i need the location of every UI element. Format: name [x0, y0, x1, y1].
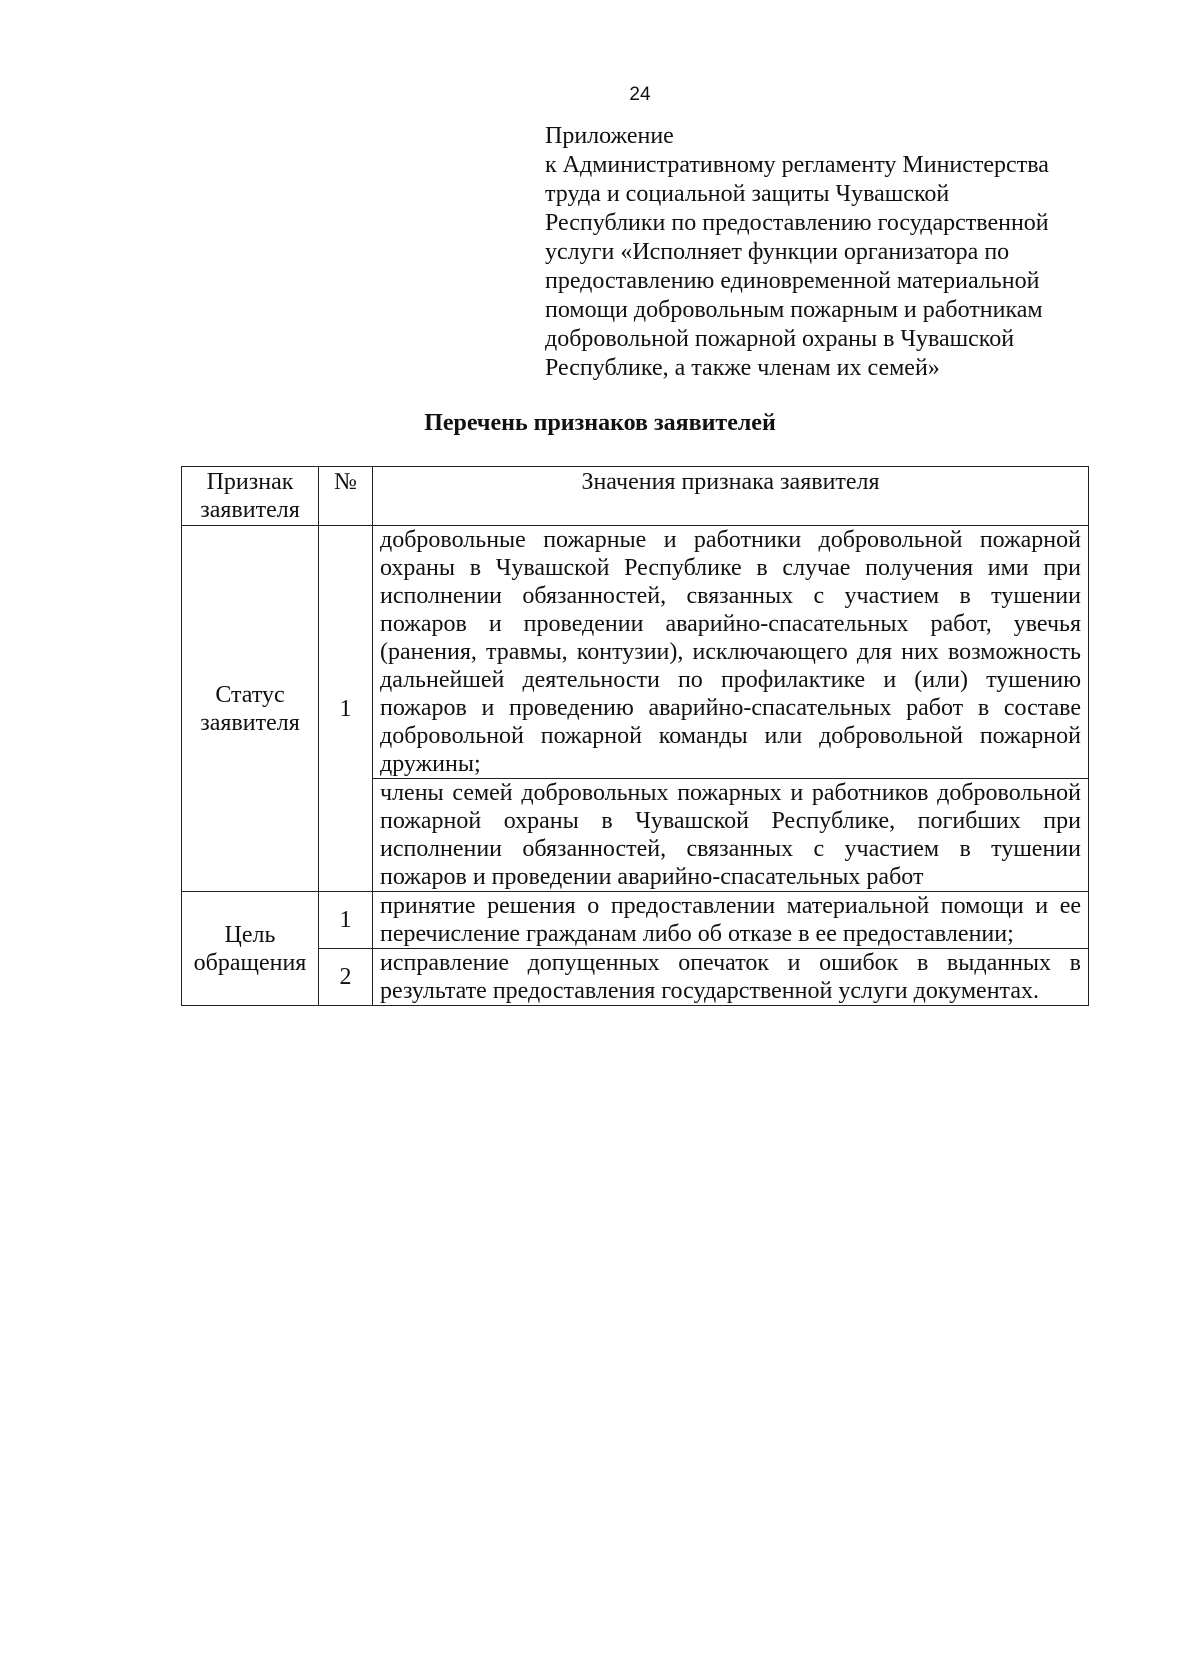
- appendix-line: к Административному регламенту Министерства: [545, 152, 1049, 178]
- table-header-row: [182, 467, 1089, 526]
- status-value-cell: добровольные пожарные и работники добровольной пожарной охраны в Чувашской Республике в случае получения ими при исполнении обязанностей, связанных с участием в тушении пожаров и проведении аварийно-спасательных работ, увечья (ранения, травмы, контузии), исключающего для них возможность дальнейшей деятельности по профилактике и (или) тушению пожаров и проведению аварийно-спасательных работ в составе добровольной пожарной команды или добровольной пожарной дружины;: [373, 526, 1089, 779]
- header-sign: Признак заявителя: [182, 467, 319, 526]
- purpose-number-cell: 1: [319, 892, 373, 949]
- appendix-line: Республике, а также членам их семей»: [545, 355, 940, 381]
- header-number: №: [319, 467, 373, 526]
- status-sign-cell: Статус заявителя: [182, 526, 319, 892]
- appendix-line: Приложение: [545, 123, 674, 149]
- table-row: [182, 949, 1089, 1006]
- purpose-number-cell: 2: [319, 949, 373, 1006]
- page-number: 24: [629, 84, 651, 105]
- purpose-value-cell: принятие решения о предоставлении материальной помощи и ее перечисление гражданам либо об отказе в ее предоставлении;: [373, 892, 1089, 949]
- appendix-line: услуги «Исполняет функции организатора по: [545, 239, 1010, 265]
- applicant-criteria-table: [181, 466, 1089, 1006]
- appendix-heading: [545, 122, 1105, 383]
- table-row: [182, 526, 1089, 779]
- purpose-sign-cell: Цель обращения: [182, 892, 319, 1006]
- table-row: [182, 892, 1089, 949]
- appendix-line: предоставлению единовременной материальной: [545, 268, 1040, 294]
- header-value: Значения признака заявителя: [373, 467, 1089, 526]
- appendix-line: Республики по предоставлению государственной: [545, 210, 1049, 236]
- purpose-value-cell: исправление допущенных опечаток и ошибок в выданных в результате предоставления государственной услуги документах.: [373, 949, 1089, 1006]
- appendix-line: добровольной пожарной охраны в Чувашской: [545, 326, 1015, 352]
- appendix-line: труда и социальной защиты Чувашской: [545, 181, 950, 207]
- appendix-line: помощи добровольным пожарным и работникам: [545, 297, 1043, 323]
- status-number-cell: 1: [319, 526, 373, 892]
- status-value-cell: члены семей добровольных пожарных и работников добровольной пожарной охраны в Чувашской Республике, погибших при исполнении обязанностей, связанных с участием в тушении пожаров и проведении аварийно-спасательных работ: [373, 779, 1089, 892]
- document-title: Перечень признаков заявителей: [424, 410, 776, 436]
